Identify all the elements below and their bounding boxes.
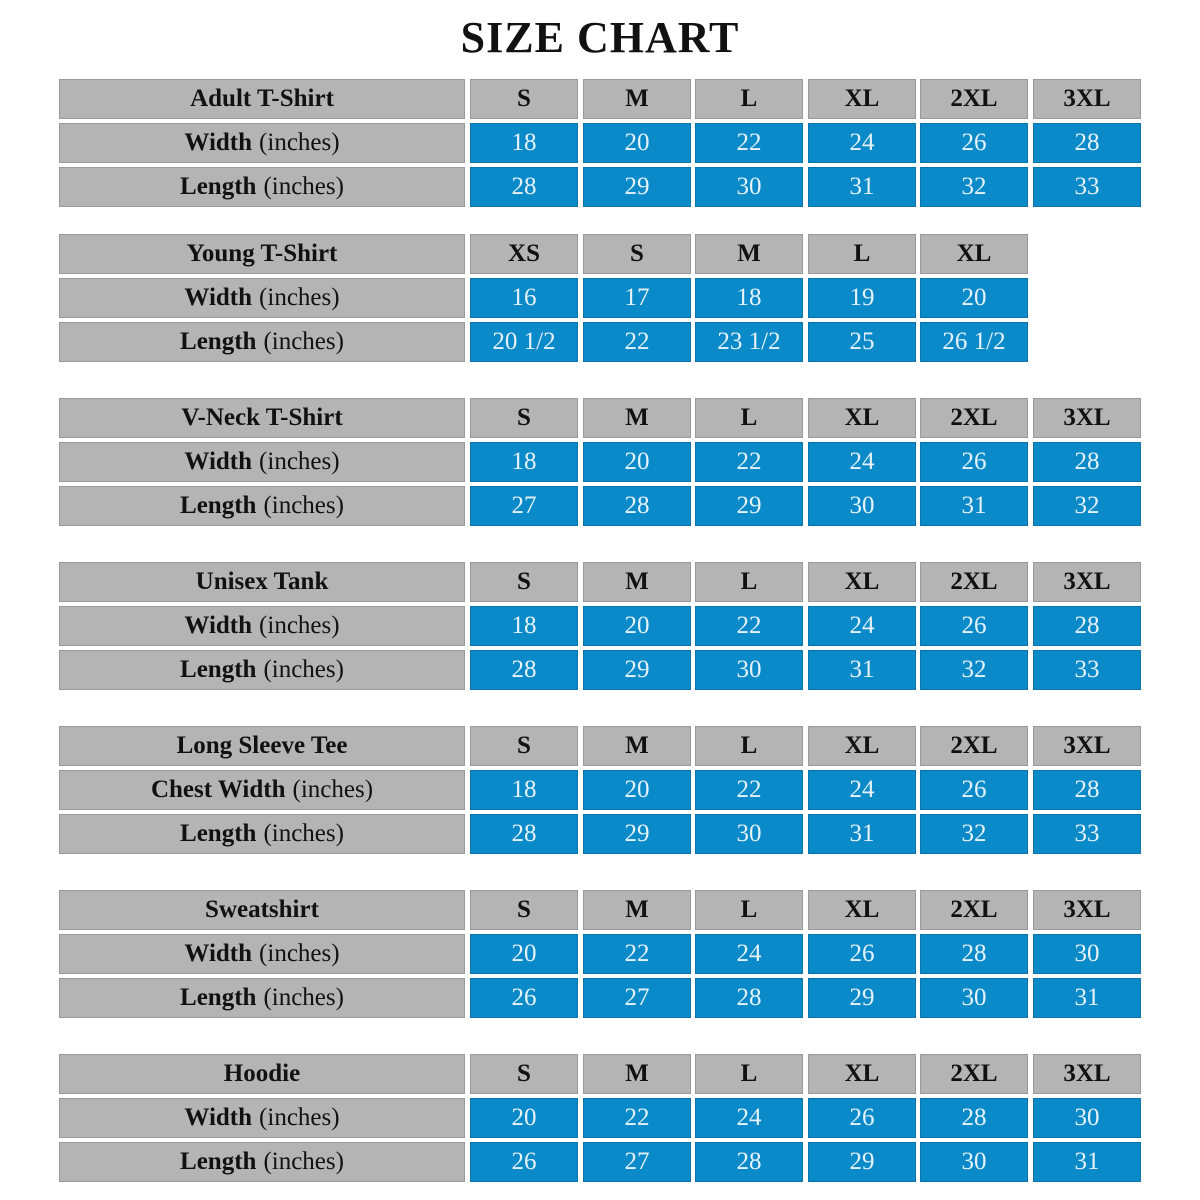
value-cell: 32: [1033, 486, 1141, 526]
value-cell: 28: [1033, 606, 1141, 646]
table-row: [59, 1098, 1142, 1142]
value-cell: 28: [470, 650, 578, 690]
table-header-row: [59, 398, 1142, 442]
value-cell: 24: [808, 770, 916, 810]
value-cell: 31: [808, 814, 916, 854]
product-name-text: Adult T-Shirt: [190, 85, 334, 112]
value-cell: 26: [920, 442, 1028, 482]
size-header-cell: S: [470, 79, 578, 119]
measurement-label: [59, 167, 465, 207]
size-table: [59, 726, 1142, 858]
value-cell: 29: [583, 814, 691, 854]
value-cell: 18: [470, 123, 578, 163]
value-cell: 31: [808, 167, 916, 207]
measurement-label: [59, 650, 465, 690]
measurement-name: Length: [180, 984, 257, 1011]
size-header-cell: 2XL: [920, 562, 1028, 602]
table-row: [59, 814, 1142, 858]
size-header-cell: M: [583, 890, 691, 930]
value-cell: 17: [583, 278, 691, 318]
value-cell: 26: [470, 978, 578, 1018]
value-cell: 24: [808, 442, 916, 482]
table-row: [59, 934, 1142, 978]
value-cell: 28: [470, 814, 578, 854]
value-cell: 18: [470, 770, 578, 810]
value-cell: 24: [808, 606, 916, 646]
value-cell: 29: [808, 978, 916, 1018]
value-cell: 27: [470, 486, 578, 526]
table-row: [59, 167, 1142, 211]
size-header-cell: 3XL: [1033, 79, 1141, 119]
value-cell: 22: [695, 606, 803, 646]
measurement-name: Width: [184, 1104, 253, 1131]
value-cell: 20: [583, 442, 691, 482]
size-table: [59, 398, 1142, 530]
table-row: [59, 322, 1142, 366]
table-row: [59, 123, 1142, 167]
value-cell: 28: [920, 1098, 1028, 1138]
value-cell: 20: [470, 934, 578, 974]
value-cell: 30: [695, 814, 803, 854]
size-header-cell: L: [695, 398, 803, 438]
value-cell: 24: [808, 123, 916, 163]
table-row: [59, 978, 1142, 1022]
value-cell: 26: [808, 934, 916, 974]
value-cell: 32: [920, 167, 1028, 207]
value-cell: 24: [695, 1098, 803, 1138]
size-header-cell: S: [470, 398, 578, 438]
measurement-unit: (inches): [263, 328, 344, 355]
value-cell: 20: [920, 278, 1028, 318]
measurement-unit: (inches): [263, 173, 344, 200]
size-header-cell: S: [470, 726, 578, 766]
table-row: [59, 650, 1142, 694]
value-cell: 30: [920, 1142, 1028, 1182]
measurement-name: Width: [184, 284, 253, 311]
product-name-text: V-Neck T-Shirt: [181, 404, 343, 431]
measurement-name: Width: [184, 129, 253, 156]
size-table: [59, 79, 1142, 211]
measurement-label: [59, 486, 465, 526]
size-header-cell: XL: [920, 234, 1028, 274]
value-cell: 28: [920, 934, 1028, 974]
value-cell: 22: [695, 123, 803, 163]
value-cell: 20: [470, 1098, 578, 1138]
value-cell: 29: [583, 167, 691, 207]
size-header-cell: S: [470, 1054, 578, 1094]
size-header-cell: L: [808, 234, 916, 274]
measurement-name: Chest Width: [150, 776, 286, 803]
measurement-label: [59, 814, 465, 854]
measurement-unit: (inches): [259, 448, 340, 475]
value-cell: 32: [920, 650, 1028, 690]
measurement-name: Length: [180, 1148, 257, 1175]
value-cell: 33: [1033, 814, 1141, 854]
size-header-cell: 2XL: [920, 726, 1028, 766]
value-cell: 22: [583, 934, 691, 974]
table-header-row: [59, 562, 1142, 606]
value-cell: 23 1/2: [695, 322, 803, 362]
value-cell: 31: [808, 650, 916, 690]
size-header-cell: 2XL: [920, 1054, 1028, 1094]
value-cell: 30: [695, 650, 803, 690]
product-name-text: Young T-Shirt: [186, 240, 338, 267]
size-header-cell: L: [695, 890, 803, 930]
value-cell: 18: [470, 442, 578, 482]
value-cell: 26: [470, 1142, 578, 1182]
product-name: [59, 890, 465, 930]
value-cell: 31: [1033, 978, 1141, 1018]
measurement-name: Length: [180, 492, 257, 519]
value-cell: 28: [1033, 123, 1141, 163]
product-name-text: Long Sleeve Tee: [176, 732, 348, 759]
size-header-cell: S: [583, 234, 691, 274]
size-header-cell: XS: [470, 234, 578, 274]
table-header-row: [59, 79, 1142, 123]
size-header-cell: 3XL: [1033, 398, 1141, 438]
measurement-name: Width: [184, 448, 253, 475]
value-cell: 26: [920, 770, 1028, 810]
measurement-label: [59, 770, 465, 810]
size-table: [59, 890, 1142, 1022]
size-header-cell: XL: [808, 890, 916, 930]
value-cell: 18: [470, 606, 578, 646]
value-cell: 30: [1033, 934, 1141, 974]
table-row: [59, 606, 1142, 650]
size-header-cell: 3XL: [1033, 726, 1141, 766]
product-name-text: Unisex Tank: [195, 568, 329, 595]
value-cell: 22: [583, 1098, 691, 1138]
product-name: [59, 79, 465, 119]
table-row: [59, 770, 1142, 814]
size-header-cell: 3XL: [1033, 562, 1141, 602]
table-header-row: [59, 890, 1142, 934]
measurement-unit: (inches): [292, 776, 374, 803]
measurement-unit: (inches): [259, 284, 340, 311]
value-cell: 20 1/2: [470, 322, 578, 362]
value-cell: 18: [695, 278, 803, 318]
size-header-cell: L: [695, 79, 803, 119]
size-header-cell: XL: [808, 398, 916, 438]
measurement-label: [59, 278, 465, 318]
measurement-unit: (inches): [259, 940, 340, 967]
size-header-cell: M: [583, 79, 691, 119]
size-header-cell: S: [470, 562, 578, 602]
size-header-cell: L: [695, 726, 803, 766]
value-cell: 29: [695, 486, 803, 526]
measurement-name: Length: [180, 173, 257, 200]
table-row: [59, 442, 1142, 486]
measurement-label: [59, 322, 465, 362]
value-cell: 28: [1033, 770, 1141, 810]
size-header-cell: XL: [808, 1054, 916, 1094]
value-cell: 26: [920, 123, 1028, 163]
page-title: SIZE CHART: [460, 13, 740, 62]
size-header-cell: L: [695, 1054, 803, 1094]
table-row: [59, 1142, 1142, 1186]
product-name-text: Sweatshirt: [205, 896, 319, 923]
value-cell: 33: [1033, 650, 1141, 690]
table-header-row: [59, 1054, 1142, 1098]
value-cell: 31: [1033, 1142, 1141, 1182]
size-header-cell: M: [583, 1054, 691, 1094]
value-cell: 30: [1033, 1098, 1141, 1138]
table-header-row: [59, 726, 1142, 770]
value-cell: 28: [583, 486, 691, 526]
value-cell: 29: [808, 1142, 916, 1182]
product-name: [59, 726, 465, 766]
measurement-name: Length: [180, 820, 257, 847]
size-header-cell: M: [583, 562, 691, 602]
measurement-label: [59, 934, 465, 974]
value-cell: 30: [920, 978, 1028, 1018]
value-cell: 25: [808, 322, 916, 362]
measurement-label: [59, 606, 465, 646]
value-cell: 30: [808, 486, 916, 526]
value-cell: 26 1/2: [920, 322, 1028, 362]
value-cell: 31: [920, 486, 1028, 526]
value-cell: 22: [583, 322, 691, 362]
measurement-unit: (inches): [263, 820, 344, 847]
product-name: [59, 562, 465, 602]
size-header-cell: L: [695, 562, 803, 602]
size-header-cell: M: [695, 234, 803, 274]
value-cell: 20: [583, 123, 691, 163]
value-cell: 26: [808, 1098, 916, 1138]
value-cell: 28: [695, 1142, 803, 1182]
size-header-cell: XL: [808, 562, 916, 602]
measurement-name: Width: [184, 940, 253, 967]
value-cell: 19: [808, 278, 916, 318]
measurement-label: [59, 1098, 465, 1138]
size-header-cell: XL: [808, 79, 916, 119]
product-name-text: Hoodie: [223, 1060, 301, 1087]
size-header-cell: 2XL: [920, 79, 1028, 119]
product-name: [59, 1054, 465, 1094]
measurement-unit: (inches): [259, 612, 340, 639]
value-cell: 27: [583, 1142, 691, 1182]
measurement-label: [59, 442, 465, 482]
measurement-name: Width: [184, 612, 253, 639]
value-cell: 29: [583, 650, 691, 690]
value-cell: 33: [1033, 167, 1141, 207]
size-table: [59, 1054, 1142, 1186]
product-name: [59, 234, 465, 274]
table-header-row: [59, 234, 1142, 278]
size-header-cell: S: [470, 890, 578, 930]
value-cell: 28: [470, 167, 578, 207]
measurement-label: [59, 1142, 465, 1182]
measurement-unit: (inches): [263, 1148, 344, 1175]
value-cell: 28: [1033, 442, 1141, 482]
size-header-cell: 2XL: [920, 890, 1028, 930]
table-row: [59, 278, 1142, 322]
value-cell: 26: [920, 606, 1028, 646]
measurement-name: Length: [180, 328, 257, 355]
value-cell: 22: [695, 442, 803, 482]
size-header-cell: 2XL: [920, 398, 1028, 438]
measurement-unit: (inches): [259, 129, 340, 156]
size-header-cell: 3XL: [1033, 1054, 1141, 1094]
product-name: [59, 398, 465, 438]
value-cell: 27: [583, 978, 691, 1018]
value-cell: 16: [470, 278, 578, 318]
value-cell: 24: [695, 934, 803, 974]
table-row: [59, 486, 1142, 530]
value-cell: 28: [695, 978, 803, 1018]
size-header-cell: XL: [808, 726, 916, 766]
measurement-unit: (inches): [263, 492, 344, 519]
size-table: [59, 562, 1142, 694]
value-cell: 20: [583, 770, 691, 810]
measurement-unit: (inches): [263, 656, 344, 683]
measurement-unit: (inches): [259, 1104, 340, 1131]
value-cell: 30: [695, 167, 803, 207]
size-header-cell: 3XL: [1033, 890, 1141, 930]
measurement-label: [59, 123, 465, 163]
measurement-name: Length: [180, 656, 257, 683]
value-cell: 32: [920, 814, 1028, 854]
measurement-unit: (inches): [263, 984, 344, 1011]
size-table: [59, 234, 1142, 366]
value-cell: 20: [583, 606, 691, 646]
size-header-cell: M: [583, 726, 691, 766]
value-cell: 22: [695, 770, 803, 810]
measurement-label: [59, 978, 465, 1018]
size-header-cell: M: [583, 398, 691, 438]
